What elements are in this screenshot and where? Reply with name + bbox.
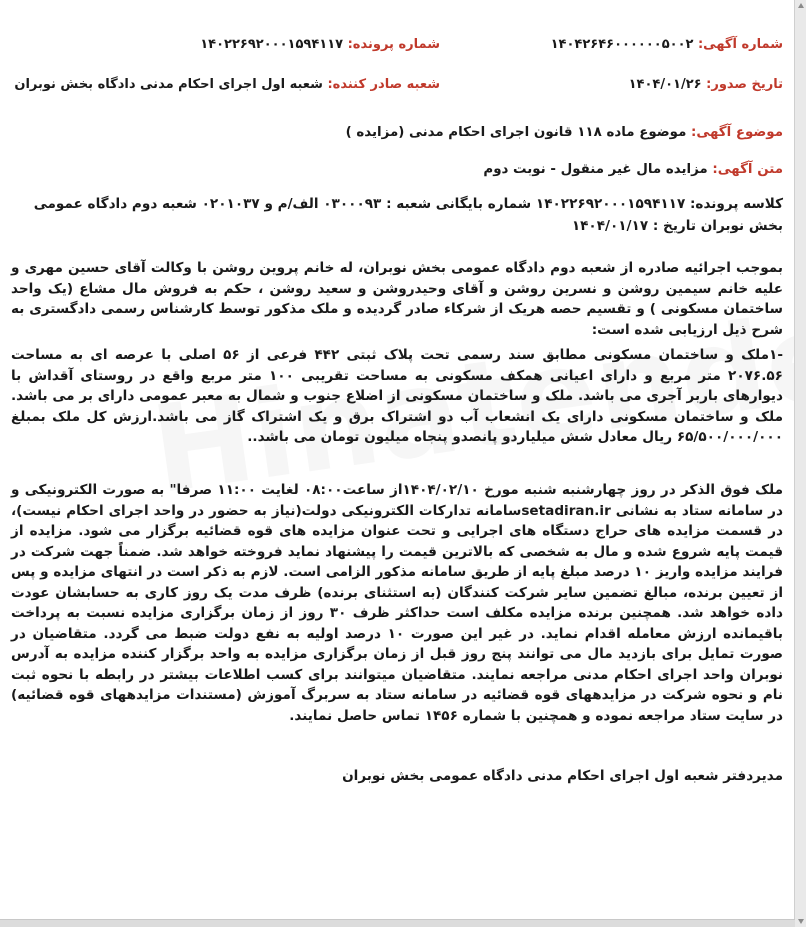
case-number-field: [200, 37, 440, 52]
ad-text-value: مزایده مال غیر منقول - نوبت دوم: [483, 162, 708, 177]
classification-line-2: بخش نوبران تاریخ : ۱۴۰۴/۰۱/۱۷: [571, 218, 783, 234]
issue-date-field: [629, 77, 783, 92]
ad-number-label: شماره آگهی:: [697, 37, 783, 52]
subject-value: موضوع ماده ۱۱۸ قانون اجرای احکام مدنی (مزایده ): [345, 125, 687, 140]
vertical-scrollbar[interactable]: [794, 0, 806, 927]
bottom-border: [0, 919, 795, 927]
issue-date-value: ۱۴۰۴/۰۱/۲۶: [628, 77, 702, 92]
issuer-field: [14, 77, 440, 92]
subject-line: [346, 125, 783, 140]
ad-number-field: [551, 37, 783, 52]
paragraph-ruling: بموجب اجرائیه صادره از شعبه دوم دادگاه عمومی بخش نوبران، له خانم پروین روشن با وکالت آقای حسین مهری و علیه خانم سیمین روشن و نسرین روشن و آقای وحیدروشن و سعید روشن ، حکم به فروش مال مشاع (یک واحد ساختمان مسکونی ) و تقسیم حصه هریک از شرکاء صادر گردیده و ملک مذکور توسط کارشناس رسمی دادگستری به شرح ذیل ارزیابی شده است:: [11, 260, 783, 338]
issue-date-label: تاریخ صدور:: [706, 77, 783, 92]
paragraph-auction-details: ملک فوق الذکر در روز چهارشنبه شنبه مورخ ۱۴۰۴/۰۲/۱۰از ساعت۰۸:۰۰ لغایت ۱۱:۰۰ صرفا" به صورت الکترونیکی و در سامانه ستاد به نشانی setadiran.irسامانه تدارکات الکترونیکی دولت(نیاز به حضور در واحد اجرای احکام نیست)، در قسمت مزایده های حراج دستگاه های اجرایی و تحت عنوان مزایده های قوه قضائیه برگزار می شود. مزایده از قیمت پایه شروع شده و مال به شخصی که بالاترین قیمت را پیشنهاد نماید فروخته خواهد شد. ضمناً جهت شرکت در فرایند مزایده واریز ۱۰ درصد مبلغ پایه از طریق سامانه مذکور الزامی است. لازم به ذکر است در انتهای مزایده و پس از تعیین برنده، مبالغ تضمین سایر شرکت کنندگان (به استثنای برنده) ظرف مدت یک روز کاری به حسابشان عودت داده خواهد شد. همچنین برنده مزایده مکلف است حداکثر ظرف ۳۰ روز از زمان برگزاری مزایده نسبت به پرداخت باقیمانده ارزش معامله اقدام نماید. در غیر این صورت ۱۰ درصد اولیه به نفع دولت ضبط می گردد. متقاضیان در صورت تمایل برای بازدید مال می توانند پنج روز قبل از زمان برگزاری مزایده به واحد برگزار کننده مزایده به آدرس نوبران واحد اجرای احکام مدنی مراجعه نمایند. متقاضیان میتوانند برای کسب اطلاعات بیشتر در رابطه با نحوه ثبت نام و نحوه شرکت در مزایدههای قوه قضائیه در سامانه ستاد به سربرگ آموزش (مستندات مزایدههای قوه قضائیه) در سایت ستاد مراجعه نموده و همچنین با شماره ۱۴۵۶ تماس حاصل نمایند.: [11, 482, 784, 724]
scroll-up-icon[interactable]: [798, 3, 804, 8]
ad-number-value: ۱۴۰۴۲۶۴۶۰۰۰۰۰۰۵۰۰۲: [550, 37, 694, 52]
ad-text-line: [483, 162, 783, 177]
signature-line: مدیردفتر شعبه اول اجرای احکام مدنی دادگاه عمومی بخش نوبران: [342, 768, 783, 784]
ad-text-label: متن آگهی:: [712, 162, 783, 177]
issuer-label: شعبه صادر کننده:: [327, 77, 440, 92]
paragraph-property: -۱ملک و ساختمان مسکونی مطابق سند رسمی تحت پلاک ثبتی ۴۴۲ فرعی از ۵۶ اصلی با عرصه ای به مساحت ۲۰۷۶.۵۶ متر مربع و دارای اعیانی همکف مسکونی به مساحت تقریبی ۱۰۰ متر مربع واقع در روستای آقداش با دیوارهای باربر آجری می باشد. ملک و ساختمان مسکونی از اضلاع جنوب و شمال به معبر عمومی دارای بر می باشد. ملک و ساختمان مسکونی دارای یک انشعاب آب دو اشتراک برق و یک اشتراک گاز می باشد.ارزش کل ملک بمبلغ ۶۵/۵۰۰/۰۰۰/۰۰۰ ریال معادل شش میلیاردو پانصدو پنجاه میلیون تومان می باشد..: [11, 347, 783, 445]
scroll-down-icon[interactable]: [798, 919, 804, 924]
case-number-label: شماره پرونده:: [347, 37, 440, 52]
case-number-value: ۱۴۰۲۲۶۹۲۰۰۰۱۵۹۴۱۱۷: [200, 37, 344, 52]
issuer-value: شعبه اول اجرای احکام مدنی دادگاه بخش نوبران: [14, 77, 323, 92]
classification-line-1: کلاسه پرونده: ۱۴۰۲۲۶۹۲۰۰۰۱۵۹۴۱۱۷ شماره بایگانی شعبه : ۰۳۰۰۰۹۳ الف/م و ۰۲۰۱۰۳۷ شعبه دوم دادگاه عمومی: [33, 196, 783, 212]
subject-label: موضوع آگهی:: [691, 125, 783, 140]
